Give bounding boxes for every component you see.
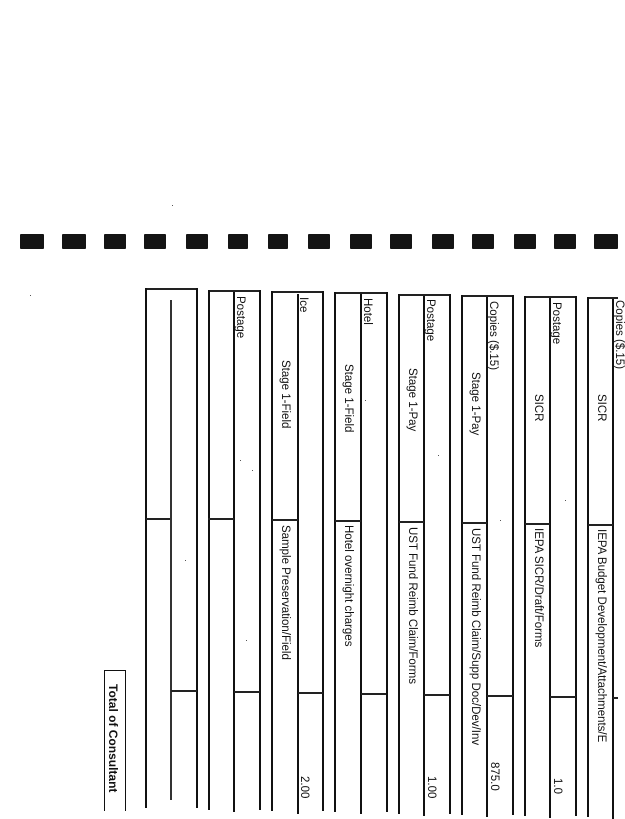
cell-divider [525,523,550,525]
cell-stage: SICR [532,394,544,422]
cell-type: Postage [550,302,562,345]
cell-description: Hotel overnight charges [342,525,354,647]
header-block [472,234,494,249]
column-line [512,295,514,815]
cell-amount: 875.0 [488,762,500,791]
scan-speck [246,640,247,641]
column-line [259,290,261,810]
column-line [461,295,463,815]
scan-speck [252,470,253,471]
cell-divider [146,518,170,520]
header-block-strip [20,234,620,258]
header-block [514,234,536,249]
cell-stage: Stage 1-Pay [469,372,481,436]
cell-description: IEPA Budget Development/Attachments/E [595,529,607,743]
scan-speck [365,400,366,401]
cell-type: Ice [297,297,309,313]
cell-divider [335,520,361,522]
cell-divider [424,694,450,696]
cell-amount: 1.0 [551,778,563,794]
cell-divider [298,692,323,694]
cell-stage: SICR [595,394,607,422]
total-label: Total of Consultant [106,684,120,793]
header-block [308,234,330,249]
header-block [104,234,126,249]
scan-speck [185,560,186,561]
scan-speck [240,460,241,461]
column-line [612,299,614,819]
table-border [462,295,514,297]
cell-divider [361,693,386,695]
column-line [423,296,425,816]
column-line [271,291,273,811]
cell-stage: Stage 1-Pay [406,368,418,432]
cell-divider [588,524,613,526]
cell-type: Copies ($.15) [613,300,625,370]
column-line [145,288,147,808]
cell-description: IEPA SICR/Draft/Forms [532,528,544,648]
column-line [233,292,235,812]
table-border [588,297,618,299]
scan-speck [500,520,501,521]
scan-speck [172,205,173,206]
cell-divider [399,521,424,523]
header-block [20,234,44,249]
cell-amount: 1.00 [425,776,437,799]
header-block [554,234,576,249]
header-block [62,234,86,249]
cell-divider [487,695,513,697]
column-line [486,297,488,817]
column-line [386,292,388,812]
header-block [350,234,372,249]
column-line [297,294,299,814]
cell-divider [208,518,234,520]
table-border [272,291,322,293]
column-line [449,294,451,814]
cell-divider [550,696,576,698]
column-line [524,296,526,816]
cell-amount: 2.00 [298,776,310,799]
column-line [196,288,198,808]
column-line [398,294,400,814]
cell-divider [272,519,298,521]
cell-description: UST Fund Reimb Claim/Forms [406,527,418,684]
cell-type: Copies ($.15) [487,301,499,371]
header-block [186,234,208,249]
column-line [549,298,551,818]
cell-stage: Stage 1-Field [279,360,291,429]
cell-divider [171,690,197,692]
cell-divider [613,697,618,699]
scan-speck [30,295,31,296]
cell-divider [234,691,260,693]
table-border [146,288,196,290]
cell-type: Postage [234,296,246,339]
cell-divider [462,522,487,524]
header-block [594,234,618,249]
column-line [334,292,336,812]
cell-description: UST Fund Reimb Claim/Supp Doc/Dev/Inv [469,528,481,746]
header-block [432,234,454,249]
header-block [390,234,412,249]
cell-stage: Stage 1-Field [342,364,354,433]
column-line [170,300,172,800]
scan-speck [438,455,439,456]
column-line [587,297,589,817]
column-line [575,296,577,816]
cell-description: Sample Preservation/Field [279,525,291,660]
header-block [144,234,166,249]
scan-speck [565,500,566,501]
header-block [268,234,288,249]
cell-type: Postage [424,299,436,342]
cell-type: Hotel [361,298,373,325]
column-line [360,294,362,814]
column-line [208,290,210,810]
column-line [322,291,324,811]
header-block [228,234,248,249]
